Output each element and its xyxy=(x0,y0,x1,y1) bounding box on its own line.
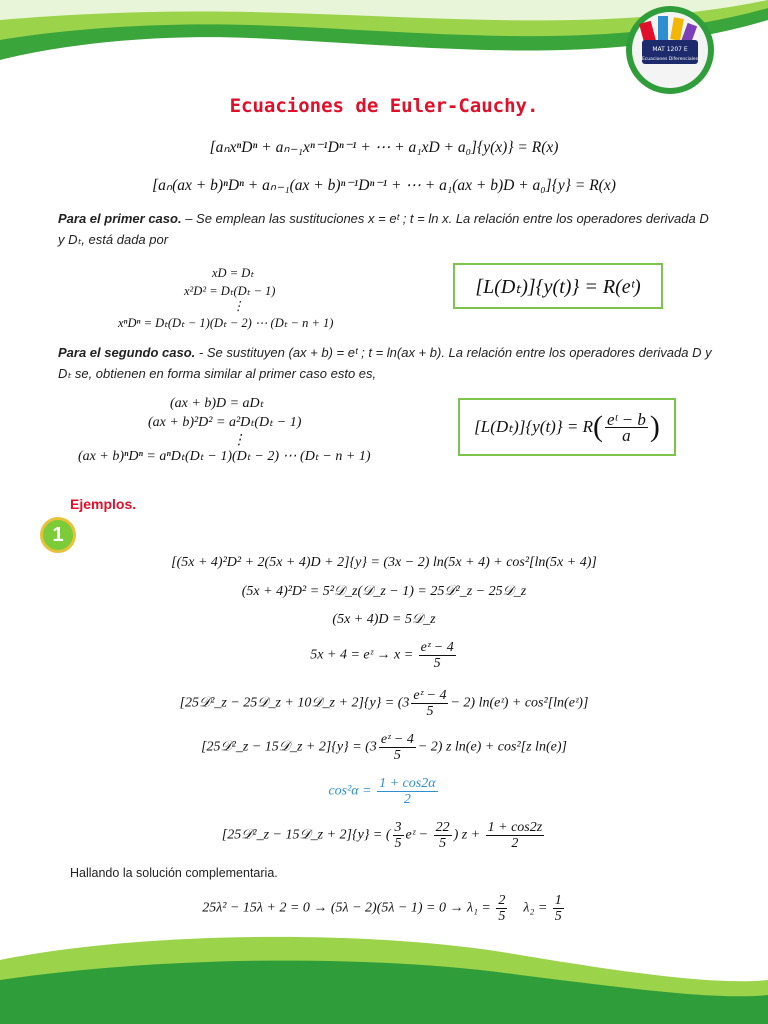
case1-text: – Se emplean las sustituciones x = eᵗ ; t = ln x. La relación entre los operadores derivada D y Dₜ, está dada por xyxy=(58,211,709,247)
case2-paragraph xyxy=(58,342,713,384)
case1-line3: ⋮ xyxy=(232,299,245,313)
example-line5: [25𝒟²_z − 25𝒟_z + 10𝒟_z + 2]{y} = (3 $\frac{\text{eᶻ − 4}}{5}$ − 2) ln(eᶻ) + cos²[ln(eᶻ)] xyxy=(179,688,589,719)
case1-boxed-equation: [L(Dₜ)]{y(t)} = R(eᵗ) xyxy=(453,263,663,309)
example-line6: [25𝒟²_z − 15𝒟_z + 2]{y} = (3 $\frac{\text{eᶻ − 4}}{5}$ − 2) z ln(e) + cos²[z ln(e)] xyxy=(201,732,567,763)
case2-boxed-left: [L(Dₜ)]{y(t)} = R xyxy=(474,417,593,436)
case2-boxed-den: a xyxy=(622,425,631,445)
case1-line4: xⁿDⁿ = Dₜ(Dₜ − 1)(Dₜ − 2) ⋯ (Dₜ − n + 1) xyxy=(118,316,334,330)
complementary-solution-label: Hallando la solución complementaria. xyxy=(70,866,278,880)
case2-boxed-equation: [L(Dₜ)]{y(t)} = R ( $\frac{\text{eᵗ − b}}{a}$ ) xyxy=(458,398,676,456)
course-logo xyxy=(620,2,724,98)
example-line2: (5x + 4)²D² = 5²𝒟_z(𝒟_z − 1) = 25𝒟²_z − 25𝒟_z xyxy=(241,584,527,599)
example-line8: [25𝒟²_z − 15𝒟_z + 2]{y} = ( $\frac{3}{5}$ eᶻ − $\frac{22}{5}$ ) z + $\frac{1 + \cos 2z}{2}$ xyxy=(221,820,543,851)
logo-line1: MAT 1207 E xyxy=(652,46,688,53)
case2-boxed-num: eᵗ − b xyxy=(606,409,646,429)
case1-paragraph xyxy=(58,208,713,250)
case1-line1: xD = Dₜ xyxy=(212,266,254,280)
example-number-badge: 1 xyxy=(40,517,76,553)
characteristic-equation: 25λ² − 15λ + 2 = 0 → (5λ − 2)(5λ − 1) = 0 → λ₁ = $\frac{2}{5}$ λ₂ = $\frac{1}{5}$ xyxy=(202,893,562,924)
general-equation-2: [aₙ(ax + b)ⁿDⁿ + aₙ₋₁(ax + b)ⁿ⁻¹Dⁿ⁻¹ + ⋯ + a₁(ax + b)D + a₀]{y} = R(x) xyxy=(152,177,616,194)
case2-line2: (ax + b)²D² = a²Dₜ(Dₜ − 1) xyxy=(148,415,302,430)
general-equation-1: [aₙxⁿDⁿ + aₙ₋₁xⁿ⁻¹Dⁿ⁻¹ + ⋯ + a₁xD + a₀]{y(x)} = R(x) xyxy=(209,139,559,156)
example-line4: 5x + 4 = eᶻ → x = $\frac{\text{eᶻ − 4}}{5}$ xyxy=(310,640,454,671)
case2-text: - Se sustituyen (ax + b) = eᵗ ; t = ln(ax + b). La relación entre los operadores derivada D y Dₜ se, obtienen en forma similar al primer caso esto es, xyxy=(58,345,712,381)
case2-line1: (ax + b)D = aDₜ xyxy=(170,396,264,411)
logo-line2: Ecuaciones Diferenciales xyxy=(641,57,699,62)
example-line1: [(5x + 4)²D² + 2(5x + 4)D + 2]{y} = (3x − 2) ln(5x + 4) + cos²[ln(5x + 4)] xyxy=(171,555,597,570)
case2-line4: (ax + b)ⁿDⁿ = aⁿDₜ(Dₜ − 1)(Dₜ − 2) ⋯ (Dₜ − n + 1) xyxy=(78,449,371,464)
example-line3: (5x + 4)D = 5𝒟_z xyxy=(332,612,436,627)
identity-cos2: cos²α = $\frac{1 + \cos 2\alpha}{2}$ xyxy=(328,776,436,807)
page-title: Ecuaciones de Euler-Cauchy. xyxy=(229,95,539,117)
case2-line3: ⋮ xyxy=(232,433,246,448)
examples-heading: Ejemplos. xyxy=(70,496,137,512)
case1-line2: x²D² = Dₜ(Dₜ − 1) xyxy=(184,284,276,298)
case1-label: Para el primer caso. xyxy=(58,211,182,226)
case2-label: Para el segundo caso. xyxy=(58,345,196,360)
